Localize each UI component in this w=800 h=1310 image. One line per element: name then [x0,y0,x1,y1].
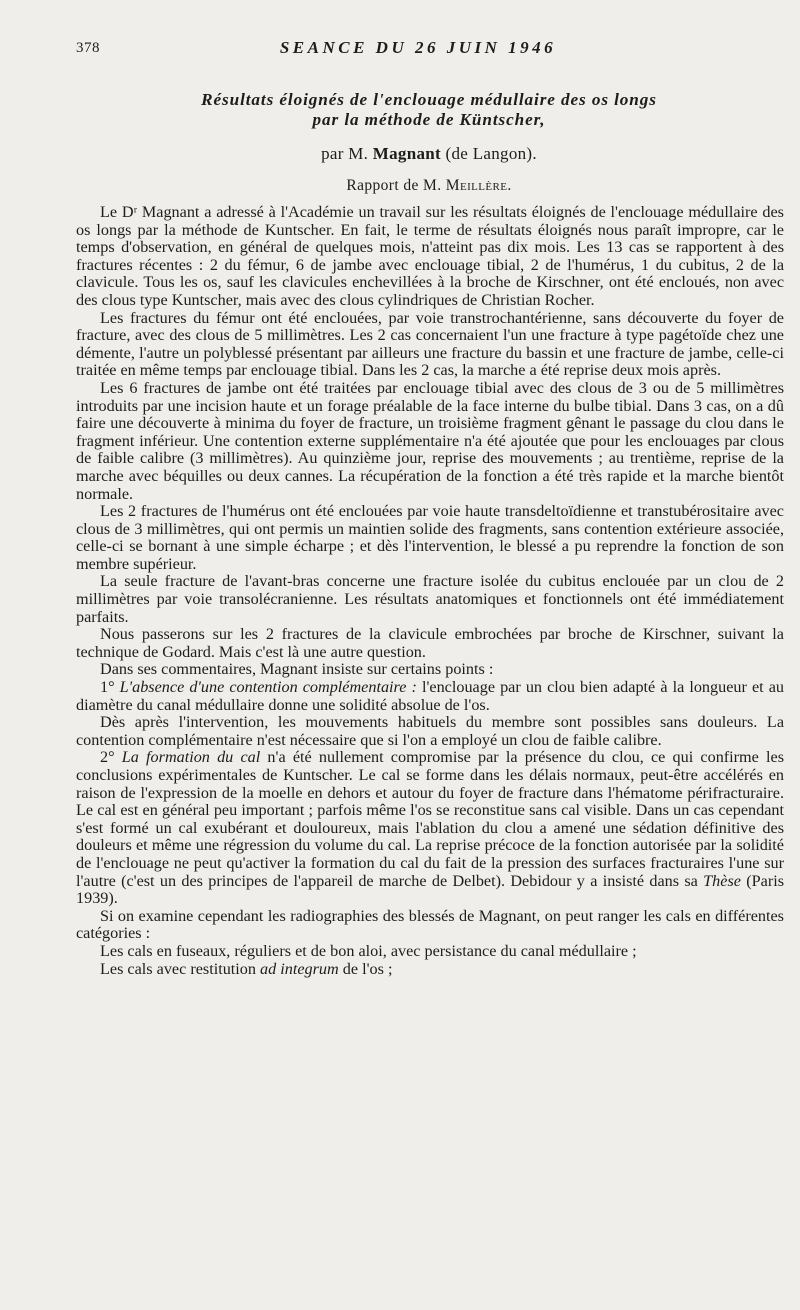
rapport-prefix: Rapport de M. [346,177,442,194]
paragraph-text: Les 2 fractures de l'humérus ont été enclouées par voie haute transdeltoïdienne et transtubérositaire avec clous de 3 millimètres, qui ont permis un maintien solide des fragments, sans contention extérieure associée, celle-ci se bornant à une simple écharpe ; et dès l'intervention, le blessé a pu reprendre la fonction de son membre supérieur. [76,502,784,573]
author-name: Magnant [372,144,441,163]
paragraph [76,661,784,679]
point-number: 1° [100,678,120,697]
numbered-point-2 [76,749,784,907]
journal-header: SEANCE DU 26 JUIN 1946 [279,38,557,57]
paragraph [76,943,784,961]
paragraph-text-end: (Paris 1939). [76,871,785,908]
paragraph-text: Les 6 fractures de jambe ont été traitées par enclouage tibial avec des clous de 3 ou de 5 millimètres introduits par une incision haute et un forage préalable de la face interne du bulbe tibial. Dans 3 cas, on a dû faire une découverte à minima du foyer de fracture, un troisième fragment gênant le passage du clou dans le fragment inférieur. Une contention externe supplémentaire n'a été ajoutée que pour les enclouages par clous de faible calibre (3 millimètres). Au quinzième jour, reprise des mouvements ; au trentième, reprise de la marche avec béquilles ou deux cannes. La récupération de la fonction a été très rapide et la marche bientôt normale. [76,378,784,503]
paragraph-text: Les fractures du fémur ont été enclouées, par voie transtrochantérienne, sans découverte du foyer de fracture, avec des clous de 5 millimètres. Les 2 cas concernaient l'un une fracture à type pagétoïde chez une démente, l'autre un polyblessé présentant par ailleurs une fracture du bassin et une fracture de jambe, celle-ci traitée en même temps par enclouage tibial. Dans les 2 cas, la marche a été reprise deux mois après. [76,308,784,380]
byline-suffix: (de Langon). [445,144,537,163]
paragraph [76,380,784,503]
rapport-author: Meillère. [445,177,512,194]
paragraph-text: Les cals avec restitution [100,959,261,978]
paragraph-text: l'enclouage par un clou bien adapté à la longueur et au diamètre du canal médullaire donne une solidité absolue de l'os. [76,678,784,714]
point-heading: L'absence d'une contention complémentaire : [119,678,417,697]
article-title-line-2: par la méthode de Küntscher, [312,110,546,129]
paragraph [76,626,784,661]
paragraph [76,573,784,626]
paragraph-text-end: de l'os ; [338,959,393,978]
article-title-line-1: Résultats éloignés de l'enclouage médullaire des os longs [201,90,657,109]
numbered-point-1 [76,679,784,714]
byline [76,143,782,165]
article-body [76,204,784,978]
running-head [76,38,760,62]
paragraph-text: Le Dʳ Magnant a adressé à l'Académie un travail sur les résultats éloignés de l'enclouage médullaire des os longs par la méthode de Kuntscher. En fait, le terme de résultats éloignés nous paraît impropre, car le temps d'observation, en général de quelques mois, n'atteint pas dix mois. Les 13 cas se rapportent à des fractures récentes : 2 du fémur, 6 de jambe avec enclouage tibial, 2 de l'humérus, 1 du cubitus, 2 de la clavicule. Tous les os, sauf les clavicules enchevillées à la broche de Kirschner, ont été encloués, non avec des clous type Kuntscher, mais avec des clous cylindriques de Christian Rocher. [76,203,784,309]
title-block [76,90,782,195]
paragraph-text: Dans ses commentaires, Magnant insiste sur certains points : [100,660,494,679]
paragraph [76,714,784,749]
page-number: 378 [76,40,100,56]
paragraph-text: Dès après l'intervention, les mouvements habituels du membre sont possibles sans douleurs. La contention complémentaire n'est nécessaire que si l'on a employé un clou de faible calibre. [76,713,784,749]
byline-prefix: par M. [321,144,369,163]
paragraph-text: n'a été nullement compromise par la présence du clou, ce qui confirme les conclusions expérimentales de Kuntscher. Le cal se forme dans les délais normaux, peut-être accélérés en raison de l'expression de la moelle en dehors et autour du foyer de fracture dans l'hématome périfracturaire. Le cal est en général peu important ; parfois même l'os se reconstitue sans cal visible. Dans un cas cependant s'est formé un cal exubérant et douloureux, mais l'ablation du clou a amené une sédation définitive des douleurs et même une régression du volume du cal. La reprise précoce de la fonction autorisée par la solidité de l'enclouage ne peut qu'activer la formation du cal du fait de la pression des surfaces fracturaires l'une sur l'autre (c'est un des principes de l'appareil de marche de Delbet). Debidour y a insisté dans sa [76,748,785,890]
paragraph-text: Si on examine cependant les radiographies des blessés de Magnant, on peut ranger les cals en différentes catégories : [76,906,784,943]
point-number: 2° [100,748,122,767]
paragraph-text: Nous passerons sur les 2 fractures de la clavicule embrochées par broche de Kirschner, suivant la technique de Godard. Mais c'est là une autre question. [76,625,784,661]
paragraph-text: La seule fracture de l'avant-bras concerne une fracture isolée du cubitus enclouée par un clou de 2 millimètres par voie transolécranienne. Les résultats anatomiques et fonctionnels ont été immédiatement parfaits. [76,572,784,626]
paragraph [76,908,784,943]
paragraph [76,204,784,310]
rapport-line [76,177,782,195]
paragraph [76,503,784,573]
point-heading: La formation du cal [121,748,261,767]
paragraph [76,310,784,380]
latin-phrase: ad integrum [260,959,339,978]
paragraph [76,961,784,979]
paragraph-text: Les cals en fuseaux, réguliers et de bon aloi, avec persistance du canal médullaire ; [100,941,637,960]
thesis-reference: Thèse [703,871,741,890]
